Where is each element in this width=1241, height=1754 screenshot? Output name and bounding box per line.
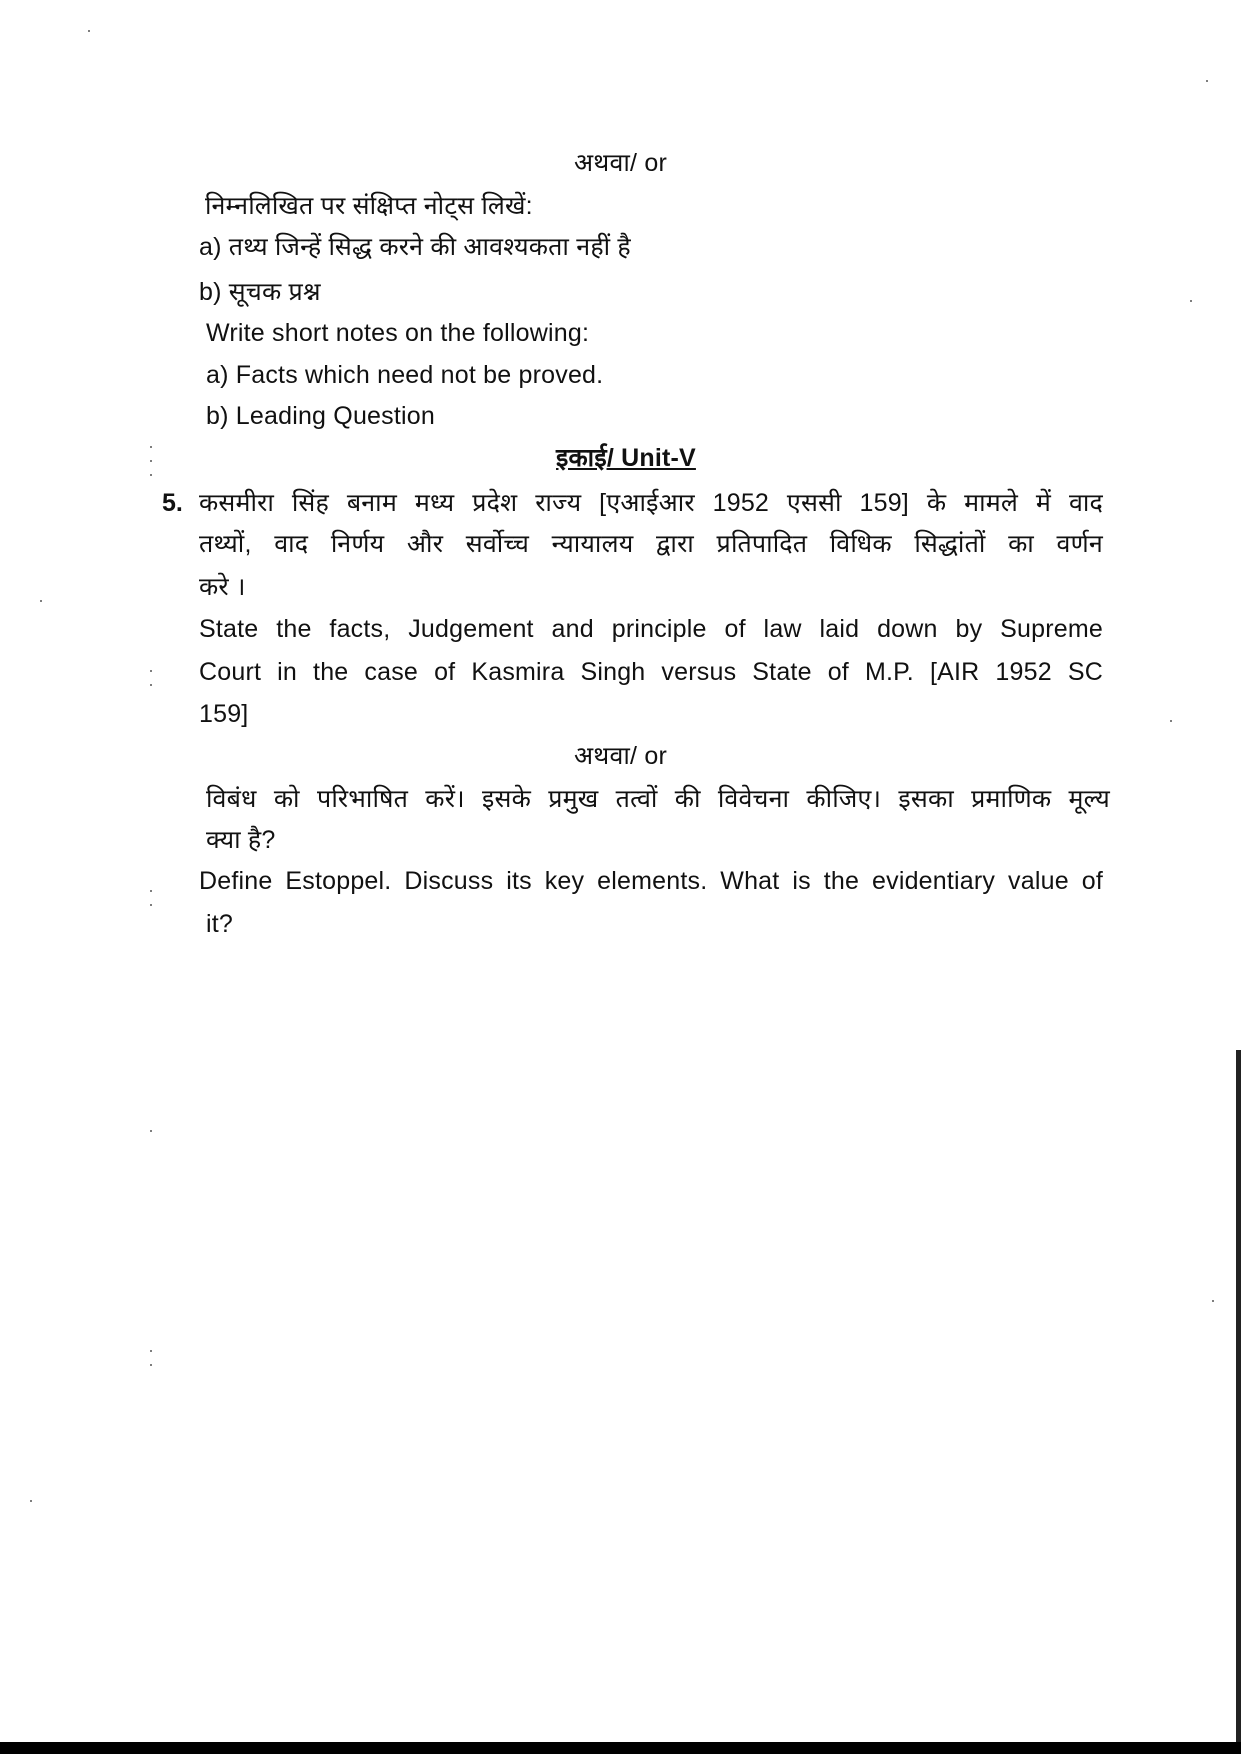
scan-speck	[150, 1364, 152, 1366]
scan-speck	[1206, 80, 1208, 82]
q5-hindi-line-1: कसमीरा सिंह बनाम मध्य प्रदेश राज्य [एआईआर 1952 एससी 159] के मामले में वाद	[199, 489, 1103, 517]
scan-speck	[1212, 1300, 1214, 1302]
q5-english-line-3: 159]	[199, 700, 249, 728]
scan-speck	[150, 904, 152, 906]
question-number: 5.	[162, 489, 183, 517]
q4-alt-hindi-item-a: a) तथ्य जिन्हें सिद्ध करने की आवश्यकता नहीं है	[199, 233, 631, 261]
q5-alt-hindi-line-1: विबंध को परिभाषित करें। इसके प्रमुख तत्वों की विवेचना कीजिए। इसका प्रमाणिक मूल्य	[206, 785, 1110, 813]
q5-hindi-line-3: करे ।	[199, 573, 246, 601]
q5-alt-english-line-2: it?	[206, 910, 234, 938]
or-separator: अथवा/ or	[574, 149, 667, 177]
q5-english-line-1: State the facts, Judgement and principle of law laid down by Supreme	[199, 615, 1103, 643]
scan-speck	[30, 1500, 32, 1502]
scan-speck	[150, 460, 152, 462]
q5-hindi-line-2: तथ्यों, वाद निर्णय और सर्वोच्च न्यायालय द्वारा प्रतिपादित विधिक सिद्धांतों का वर्णन	[199, 530, 1103, 558]
q5-alt-english-line-1: Define Estoppel. Discuss its key elements. What is the evidentiary value of	[199, 867, 1103, 895]
scan-speck	[40, 600, 42, 602]
scan-speck	[1170, 720, 1172, 722]
q4-alt-english-item-b: b) Leading Question	[206, 402, 435, 430]
scan-speck	[150, 670, 152, 672]
scan-speck	[150, 474, 152, 476]
q4-alt-hindi-prompt: निम्नलिखित पर संक्षिप्त नोट्स लिखें:	[205, 192, 533, 220]
or-separator: अथवा/ or	[574, 742, 667, 770]
scan-bottom-border	[0, 1742, 1241, 1754]
scan-speck	[1190, 300, 1192, 302]
scan-speck	[150, 446, 152, 448]
q5-alt-hindi-line-2: क्या है?	[206, 826, 276, 854]
scan-edge-shadow	[1236, 1050, 1241, 1742]
scan-speck	[150, 890, 152, 892]
q4-alt-hindi-item-b: b) सूचक प्रश्न	[199, 278, 321, 306]
scan-speck	[88, 30, 90, 32]
scan-speck	[150, 684, 152, 686]
scan-speck	[150, 1350, 152, 1352]
q4-alt-english-prompt: Write short notes on the following:	[206, 319, 590, 347]
unit-heading: इकाई/ Unit-V	[556, 444, 696, 472]
q4-alt-english-item-a: a) Facts which need not be proved.	[206, 361, 604, 389]
scan-speck	[150, 1130, 152, 1132]
q5-english-line-2: Court in the case of Kasmira Singh versus State of M.P. [AIR 1952 SC	[199, 658, 1103, 686]
